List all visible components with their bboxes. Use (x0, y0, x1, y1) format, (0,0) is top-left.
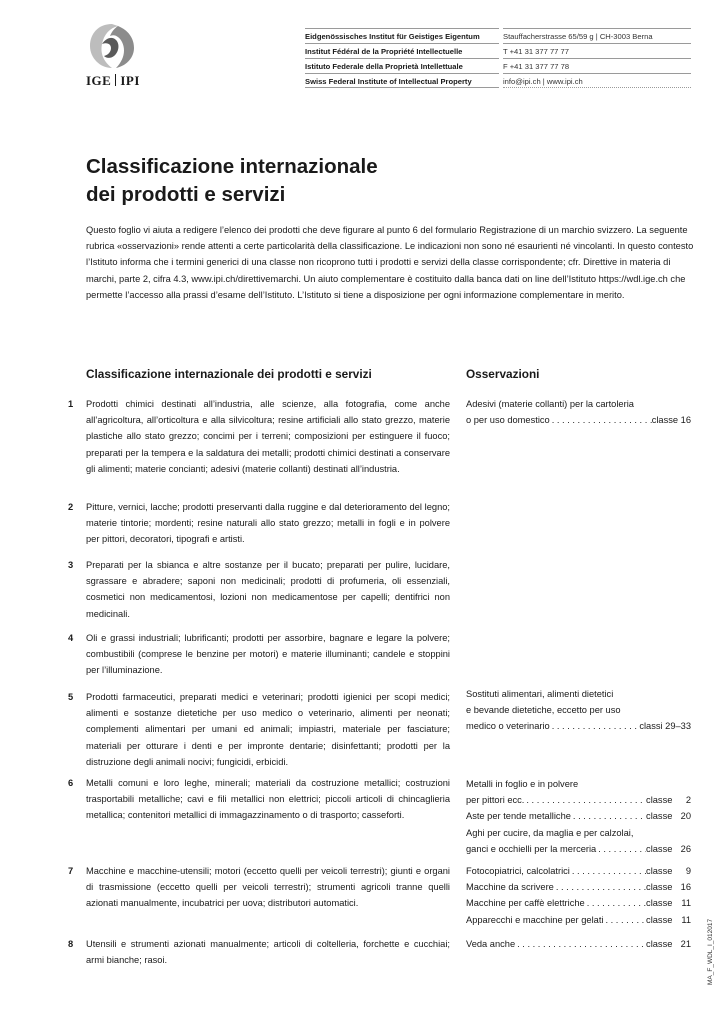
page-title-line-1: Classificazione internazionale (86, 155, 378, 178)
observation-class-1 (466, 396, 691, 428)
class-number: 5 (68, 692, 74, 702)
page-title (86, 153, 586, 209)
class-number: 6 (68, 778, 74, 788)
logo-text: IGE IPI (86, 73, 140, 88)
observation-line: Aghi per cucire, da maglia e per calzolai, (466, 827, 634, 838)
observation-line: Aste per tende metalliche . . . classe 20 (466, 808, 691, 824)
contact-web: info@ipi.ch | www.ipi.ch (503, 73, 691, 88)
form-code: MA_F_WDL_I_012017 (707, 918, 714, 985)
observation-line: e bevande dietetiche, eccetto per uso (466, 705, 621, 716)
class-description: Prodotti chimici destinati all’industria, alle scienze, alla fotografia, come anche all’agricoltura, all’orticoltura e alla silvicoltura; resine artificiali allo stato grezzo, materie plastiche allo stato grezzo; concimi per i terreni; composizioni per estinguere il fuoco; preparati per la tempera e la saldatura dei metalli; prodotti chimici destinati a conservare gli alimenti; materie concianti; adesivi (materie collanti) destinati all’industria. (86, 399, 450, 474)
class-description: Macchine e macchine-utensili; motori (eccetto quelli per veicoli terrestri); giunti e organi di trasmissione (eccetto quelli per veicoli terrestri); strumenti agricoli tranne quelli azionati manualmente, incubatrici per uova; distributori automatici. (86, 866, 450, 909)
class-description: Metalli comuni e loro leghe, minerali; materiali da costruzione metallici; costruzioni trasportabili metalliche; cavi e fili metallici non elettrici; piccoli articoli di chincaglieria metallica; contenitori metallici di immagazzinamento o di trasporto; casseforti. (86, 778, 450, 821)
observation-line: Adesivi (materie collanti) per la cartoleria (466, 399, 634, 409)
class-number: 8 (68, 939, 74, 949)
observation-class-7 (466, 863, 691, 928)
observation-line: Macchine da scrivere . . . classe 16 (466, 879, 691, 895)
institute-name-de: Eidgenössisches Institut für Geistiges Eigentum (305, 28, 499, 43)
contact-phone: T +41 31 377 77 77 (503, 43, 691, 58)
observation-line: Sostituti alimentari, alimenti dietetici (466, 689, 614, 699)
contact-info (503, 28, 691, 88)
class-description: Pitture, vernici, lacche; prodotti preservanti dalla ruggine e dal deterioramento del legno; materie tintorie; mordenti; resine naturali allo stato grezzo; metalli in fogli e in polvere per pittori, decoratori, tipografi e artisti. (86, 502, 450, 545)
class-number: 4 (68, 633, 74, 643)
contact-address: Stauffacherstrasse 65/59 g | CH-3003 Berna (503, 28, 691, 43)
observation-line: medico o veterinario . . . classi 29–33 (466, 718, 691, 734)
class-description: Utensili e strumenti azionati manualmente; articoli di coltelleria, forchette e cucchiai; armi bianche; rasoi. (86, 939, 450, 966)
contact-fax: F +41 31 377 77 78 (503, 58, 691, 73)
ipi-logo (86, 22, 146, 92)
institute-name-it: Istituto Federale della Proprietà Intellettuale (305, 58, 499, 73)
intro-paragraph (86, 222, 696, 303)
classification-heading: Classificazione internazionale dei prodotti e servizi (86, 367, 372, 381)
class-description: Oli e grassi industriali; lubrificanti; prodotti per assorbire, bagnare e legare la polvere; combustibili (comprese le benzine per motori) e materie illuminanti; candele e stoppini per l’illuminazione. (86, 633, 450, 676)
observation-line: Veda anche . . . classe 21 (466, 936, 691, 952)
observation-line: o per uso domestico . . . classe 16 (466, 412, 691, 428)
class-number: 1 (68, 399, 74, 409)
institute-name-en: Swiss Federal Institute of Intellectual Property (305, 73, 499, 88)
class-number: 3 (68, 560, 74, 570)
class-number: 7 (68, 866, 74, 876)
observation-class-6 (466, 776, 691, 857)
observation-line: Apparecchi e macchine per gelati . . . classe 11 (466, 912, 691, 928)
logo-mark-icon (88, 22, 136, 72)
observation-class-8 (466, 936, 691, 952)
class-description: Preparati per la sbianca e altre sostanze per il bucato; preparati per pulire, lucidare, sgrassare e abradere; saponi non medicinali; prodotti di profumeria, oli essenziali, cosmetici non medicamentosi, lozioni non medicamentose per capelli; dentifrici non medicinali. (86, 560, 450, 619)
institute-names (305, 28, 499, 88)
observation-class-5 (466, 686, 691, 735)
observation-line: Metalli in foglio e in polvere (466, 779, 579, 789)
observation-line: Fotocopiatrici, calcolatrici . . . classe 9 (466, 863, 691, 879)
observations-heading: Osservazioni (466, 367, 540, 381)
page-title-line-2: dei prodotti e servizi (86, 183, 286, 206)
observation-line: Macchine per caffè elettriche . . . classe 11 (466, 895, 691, 911)
class-number: 2 (68, 502, 74, 512)
observation-line: ganci e occhielli per la merceria . . . classe 26 (466, 841, 691, 857)
intro-text: Questo foglio vi aiuta a redigere l’elenco dei prodotti che deve figurare al punto 6 del formulario Registrazione di un marchio svizzero. La seguente rubrica «osservazioni» rende attenti a certe particolarità della classificazione. Le indicazioni non sono né esaurienti né vincolanti. In questo contesto l’Istituto informa che i termini generici di una classe non ricoprono tutti i prodotti e servizi della classe corrispondente; cfr. Direttive in materia di marchi, parte 2, cifra 4.3, www.ipi.ch/direttivemarchi. Un aiuto complementare è costituito dalla banca dati on line dell’Istituto https://wdl.ige.ch che permette l’accesso alla prassi d’esame dell’Istituto. L’Istituto si tiene a disposizione per ogni informazione complementare in merito. (86, 225, 694, 300)
class-description: Prodotti farmaceutici, preparati medici e veterinari; prodotti igienici per scopi medici; alimenti e sostanze dietetiche per uso medico o veterinario, alimenti per neonati; complementi alimentari per umani ed animali; impiastri, materiale per fasciature; materiali per otturare i denti e per impronte dentarie; disinfettanti; prodotti per la distruzione degli animali nocivi; fungicidi, erbicidi. (86, 692, 450, 767)
observation-line: per pittori ecc. . . . classe 2 (466, 792, 691, 808)
institute-name-fr: Institut Fédéral de la Propriété Intellectuelle (305, 43, 499, 58)
